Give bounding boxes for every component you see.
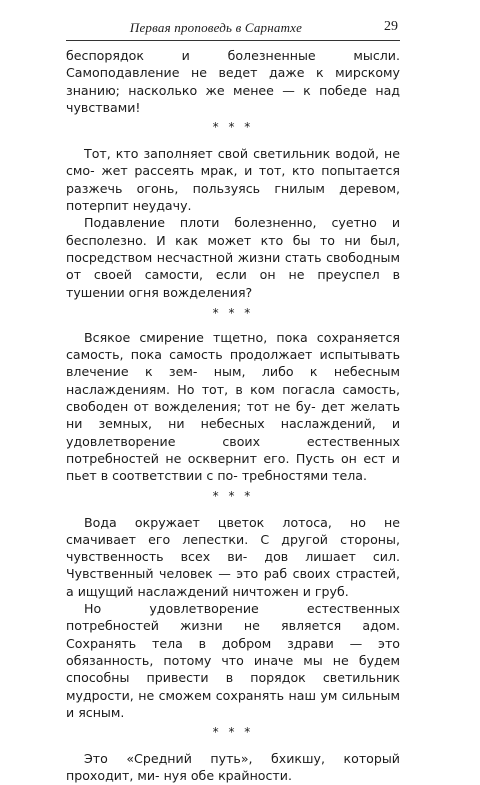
text-line: нуя обе крайности. [163,768,292,784]
text-line: дов лишает сил. Чувственный человек — это раб своих [66,549,400,582]
section-separator: * * * [212,488,254,503]
text-line: требностями тела. [241,468,367,484]
text-line: ным, либо к небесным наслаждениям. Но тот, в ком [66,364,400,397]
text-line: жизни не является адом. Сохранять тела в добром здрави [66,618,400,651]
section-separator: * * * [212,305,254,320]
text-line: погасла самость, свободен от вожделения; тот не бу- [66,381,400,415]
page-number: 29 [384,19,398,34]
text-line: — это обязанность, потому что иначе мы не будем [66,635,400,668]
paragraph [66,750,400,785]
text-line: Тот, кто заполняет свой светильник водой, не смо- [66,146,400,179]
chapter-title: Первая проповедь в Сарнатхе [129,20,303,35]
text-line: Всякое смирение тщетно, пока сохраняется самость, [66,329,400,363]
book-page [66,18,400,785]
paragraph [66,514,400,600]
body-text [66,47,400,785]
text-line: пока самость продолжает испытывать влечение к зем- [66,347,400,380]
text-line: Но удовлетворение естественных потребностей [66,601,400,634]
section-separator: * * * [212,120,254,135]
paragraph [66,600,400,721]
paragraph [66,329,400,485]
text-line: способны привести в порядок светильник мудрости, не [66,670,400,703]
text-line: ведет даже к мирскому знанию; насколько же менее — [66,65,401,98]
text-line: к победе над чувствами! [66,82,400,115]
text-line: Подавление плоти болезненно, суетно и бесполезно. [66,215,400,248]
text-line: жизни стать свободным от своей самости, если он не [66,249,400,283]
text-line: лепестки. С другой стороны, чувственность всех ви- [66,531,400,565]
paragraph [66,47,400,116]
text-line: удовлетворение своих естественных потребностей не [66,433,400,466]
text-line: И как может кто бы то ни был, посредством несчастной [66,232,400,265]
text-line: преуспел в тушении огня вожделения? [66,267,400,300]
text-line: сможем сохранять наш ум сильным и ясным. [66,687,400,720]
section-separator: * * * [212,725,254,740]
text-line: страстей, а ищущий наслаждений ничтожен и груб. [66,566,400,599]
paragraph [66,214,400,300]
text-line: осквернит его. Пусть он ест и пьет в соответствии с по- [66,450,400,484]
text-line: пользуясь гнилым деревом, потерпит неудачу. [66,180,400,214]
paragraph [66,145,400,214]
text-line: Вода окружает цветок лотоса, но не смачивает его [66,514,400,547]
running-head [66,18,400,41]
text-line: беспорядок и болезненные мысли. Самоподавление не [66,48,400,81]
text-line: жет рассеять мрак, и тот, кто попытается разжечь огонь, [66,163,400,196]
text-line: Это «Средний путь», бхикшу, который проходит, ми- [66,751,400,784]
text-line: дет желать ни земных, ни небесных наслаждений, и [66,399,400,432]
